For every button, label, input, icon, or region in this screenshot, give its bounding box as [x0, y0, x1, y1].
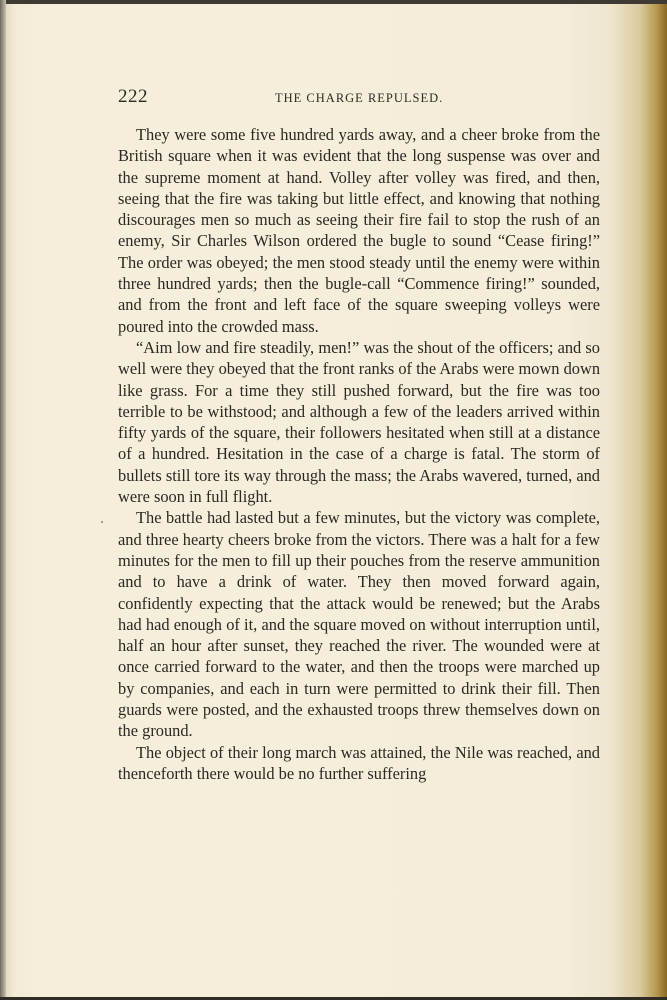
paragraph: “Aim low and fire steadily, men!” was the shout of the officers; and so well were they obeyed that the front ranks of the Arabs were mown down like grass. For a time they still pushed forward, but the fire was too terrible to be withstood; and although a few of the leaders arrived within fifty yards of the square, their followers hesitated when still at a distance of a hundred. Hesitation in the case of a charge is fatal. The storm of bullets still tore its way through the mass; the Arabs wavered, turned, and were soon in full flight. — [118, 337, 601, 507]
paper-speck — [101, 521, 103, 523]
paragraph: They were some five hundred yards away, and a cheer broke from the British square when it was evident that the long suspense was over and the supreme moment at hand. Volley after volley was fired, and then, seeing that the fire was taking but little effect, and knowing that nothing discourages men so much as seeing their fire fail to stop the rush of an enemy, Sir Charles Wilson ordered the bugle to sound “Cease firing!” The order was obeyed; the men stood steady until the enemy were within three hundred yards; then the bugle-call “Commence firing!” sounded, and from the front and left face of the square sweeping volleys were poured into the crowded mass. — [118, 125, 600, 336]
page-number: 222 — [118, 86, 148, 107]
running-head: THE CHARGE REPULSED. — [275, 91, 444, 105]
page-gutter-shadow — [0, 0, 6, 1000]
paragraph: The object of their long march was attained, the Nile was reached, and thenceforth there would be no further suffering — [118, 742, 600, 783]
page-header — [118, 86, 600, 112]
body-text — [118, 124, 600, 784]
page-top-edge — [0, 0, 667, 4]
paragraph: The battle had lasted but a few minutes, but the victory was complete, and three hearty cheers broke from the victors. There was a halt for a few minutes for the men to fill up their pouches from the reserve ammunition and to have a drink of water. They then moved forward again, confidently expecting that the attack would be renewed; but the Arabs had had enough of it, and the square moved on without interruption until, half an hour after sunset, they reached the river. The wounded were at once carried forward to the water, and then the troops were marched up by companies, and each in turn were permitted to drink their fill. Then guards were posted, and the exhausted troops threw themselves down on the ground. — [118, 508, 600, 741]
